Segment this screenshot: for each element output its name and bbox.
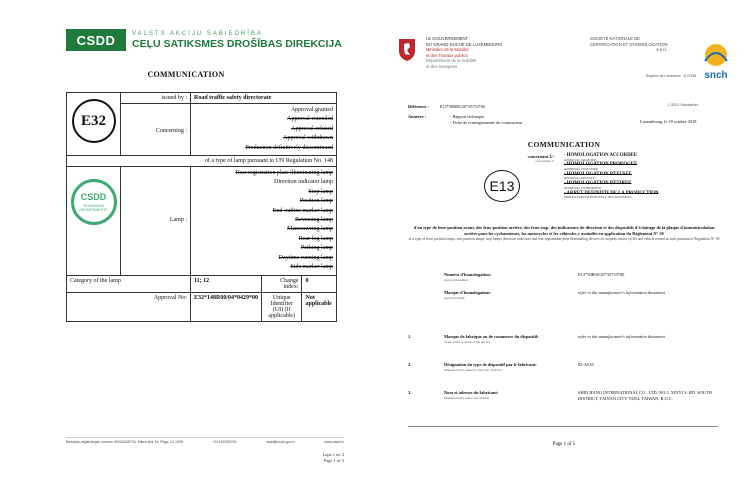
right-title: COMMUNICATION bbox=[527, 140, 601, 149]
change-index-label: Change index: bbox=[262, 275, 302, 292]
annexes-label: Annexes : bbox=[408, 114, 427, 119]
concerning-item: Approval refused bbox=[291, 125, 333, 132]
lamp-item: Direction indicator lamp bbox=[274, 179, 333, 186]
device-description: d'un type de feux-position avant, des feux-position arrière, des feux-stop, des indicateurs de direction et des dispositifs d'éclairage de la plaque d'immatriculation arrière pour les cyclomoteurs, les motocycles et les véhicules y assimilés en application du Règlement N° 50 of a type of front position lamps, rear position lamps, stop lamps, direction indicators and rear-registration-plate illuminating devices for mopeds, motor cycles and vehicle treated as such pursuant to Regulation N° 50 bbox=[408, 225, 720, 241]
lamp-item: End-outline marker lamp bbox=[272, 207, 333, 214]
csdd-seal: CSDD TEHNISKAIS DEPARTAMENTS bbox=[71, 179, 117, 225]
lamp-list bbox=[194, 169, 333, 272]
concerning-label-right: concernant 2/: concerning 2/ bbox=[527, 154, 554, 163]
right-document-page: LE GOUVERNEMENT DU GRAND-DUCHÉ DE LUXEMBOURG Ministère de la Mobilité et des Travaux publics Département de la mobilité et des transports SOCIÉTÉ NATIONALE DE CERTIFICATION ET D'HOMOLOGATION s.à r.l. snch Registre de Commerce : B 27186 L-5201 Sandweiler Référence : E13*50R00/20*35753*00 Annexes : - Rapport technique - Fiche de renseignements du constructeur Luxembourg, le 18 octobre 2018 COMMUNICATION concernant 2/: concerning 2/ E13 - HOMOLOGATION ACCORDEE APPROVAL GRANTED - HOMOLOGATION PROROGEE APPROVAL EXTENDED - HOMOLOGATION REFUSEE APPROVAL REFUSED - HOMOLOGATION RETIREE APPROVAL WITHDRAWN - ARRET DEFINITIF DE LA PRODUCTION PRODUCTION DEFINITIVELY DISCONTINUED d'un type de feux-position avant, des feux-position arrière, des feux-stop, des indicateurs de direction et des dispositifs d'éclairage de la plaque d'immatriculation arrière pour les cyclomoteurs, les motocycles et les véhicules y assimilés en application du Règlement N° 50 of a type of front position lamps, rear position lamps, stop lamps, direction indicators and rear-registration-plate illuminating devices for mopeds, motor cycles and vehicle treated as such pursuant to Regulation N° 50 Numéro d'homologation: Approval number E13*50R00/20*35753*00 Marque d'homologation: Approval mark refer to the manufacturer's information document 1. Marque de fabrique ou de commerce du dispositif: Trade name or mark of the device refer to the manufacturer's information document 2. Désignation du type de dispositif par le fabricant: Manufacturer's name for the type of device 82-A018 3. Nom et adresse du fabricant: Manufacturer's name and address SHIN HANG INTERNATIONAL CO., LTD. NO.5, XINYI S. RD. SOUTH DISTRICT, TAINAN CITY 70254, TAIWAN, R.O.C. Page 1 of 5 bbox=[378, 0, 750, 500]
change-index-value: 0 bbox=[302, 275, 337, 292]
document-date: Luxembourg, le 18 octobre 2018 bbox=[640, 119, 697, 124]
unique-identifier-value: Not applicable bbox=[302, 292, 337, 321]
csdd-org-type: VALSTS AKCIJU SABIEDRĪBA bbox=[132, 30, 263, 37]
homologation-item: - HOMOLOGATION RETIREE APPROVAL WITHDRAWN bbox=[564, 181, 632, 190]
lamp-item: Daytime running lamp bbox=[278, 254, 333, 261]
concerning-item: Approval extended bbox=[287, 116, 333, 123]
reference-row: Référence : E13*50R00/20*35753*00 bbox=[408, 104, 486, 109]
concerning-item: Approval granted bbox=[290, 107, 333, 113]
snch-caption: snch bbox=[704, 70, 728, 81]
approval-label: Approval No: bbox=[67, 292, 191, 321]
csdd-org-name: CEĻU SATIKSMES DROŠĪBAS DIREKCIJA bbox=[132, 37, 342, 50]
luxembourg-lion-icon bbox=[396, 36, 418, 62]
left-title: COMMUNICATION bbox=[147, 70, 225, 79]
address-line: L-5201 Sandweiler bbox=[668, 103, 698, 107]
issued-by-value: Road traffic safety directorate bbox=[191, 93, 337, 104]
homologation-item: - HOMOLOGATION PROROGEE APPROVAL EXTENDED bbox=[564, 162, 638, 171]
e13-approval-mark: E13 bbox=[484, 170, 520, 202]
lamp-item: Manoeuvring lamp bbox=[287, 226, 333, 233]
concerning-label: Concerning : bbox=[121, 104, 191, 156]
lamp-item: Position lamp bbox=[299, 198, 333, 205]
concerning-item: Approval withdrawn bbox=[283, 135, 333, 142]
csdd-header bbox=[66, 28, 342, 52]
category-value: 11; 12 bbox=[191, 275, 262, 292]
lamp-item: Rear fog lamp bbox=[298, 235, 333, 242]
lamp-item: Reversing lamp bbox=[295, 217, 333, 224]
snch-header: SOCIÉTÉ NATIONALE DE CERTIFICATION ET D'HOMOLOGATION s.à r.l. bbox=[590, 36, 668, 53]
csdd-logo: CSDD bbox=[66, 29, 126, 51]
trade-register: Registre de Commerce : B 27186 bbox=[646, 74, 697, 78]
left-document-page bbox=[0, 0, 372, 500]
lamp-item: Parking lamp bbox=[300, 245, 333, 252]
homologation-item: - HOMOLOGATION REFUSEE APPROVAL REFUSED bbox=[564, 171, 632, 181]
lamp-item: Stop lamp bbox=[308, 188, 333, 195]
lamp-type-text: of a type of lamp pursuant to UN Regulation No. 148 bbox=[67, 156, 337, 167]
lamp-item: Side marker lamp bbox=[290, 264, 333, 271]
annexes-list: - Rapport technique - Fiche de renseignements du constructeur bbox=[450, 114, 523, 125]
concerning-item: Production definitively discontinued bbox=[245, 144, 333, 151]
luxembourg-ministry-header: LE GOUVERNEMENT DU GRAND-DUCHÉ DE LUXEMBOURG Ministère de la Mobilité et des Travaux publics Département de la mobilité et des transports bbox=[426, 36, 503, 69]
category-label: Category of the lamp bbox=[67, 275, 191, 292]
unique-identifier-label: Unique Identifier (UI) (If applicable) bbox=[262, 292, 302, 321]
approval-value: E32*148R00/04*0429*00 bbox=[191, 292, 262, 321]
e32-approval-mark: E32 bbox=[72, 99, 116, 143]
lamp-item: Rear registration plate illuminating lamp bbox=[235, 170, 333, 177]
left-page-number: Lapa 1 no 3 Page 1 of 3 bbox=[322, 452, 344, 463]
homologation-item: - ARRET DEFINITIF DE LA PRODUCTION PRODUCTION DEFINITIVELY DISCONTINUED bbox=[564, 190, 659, 200]
concerning-list bbox=[194, 106, 333, 153]
left-footer: Bezalais reģistrācijas numurs 40003345734, Miera iela 14, Rīga, LV-1039 +37167025700 csdd@csdd.gov.lv www.csdd.lv bbox=[66, 437, 344, 444]
homologation-item: - HOMOLOGATION ACCORDEE APPROVAL GRANTED bbox=[564, 153, 637, 162]
issued-by-label: issued by : bbox=[121, 93, 191, 104]
left-communication-table bbox=[66, 92, 337, 322]
right-page-number: Page 1 of 5 bbox=[552, 442, 576, 447]
homologation-list bbox=[564, 153, 659, 200]
lamp-label: Lamp : bbox=[121, 167, 191, 275]
